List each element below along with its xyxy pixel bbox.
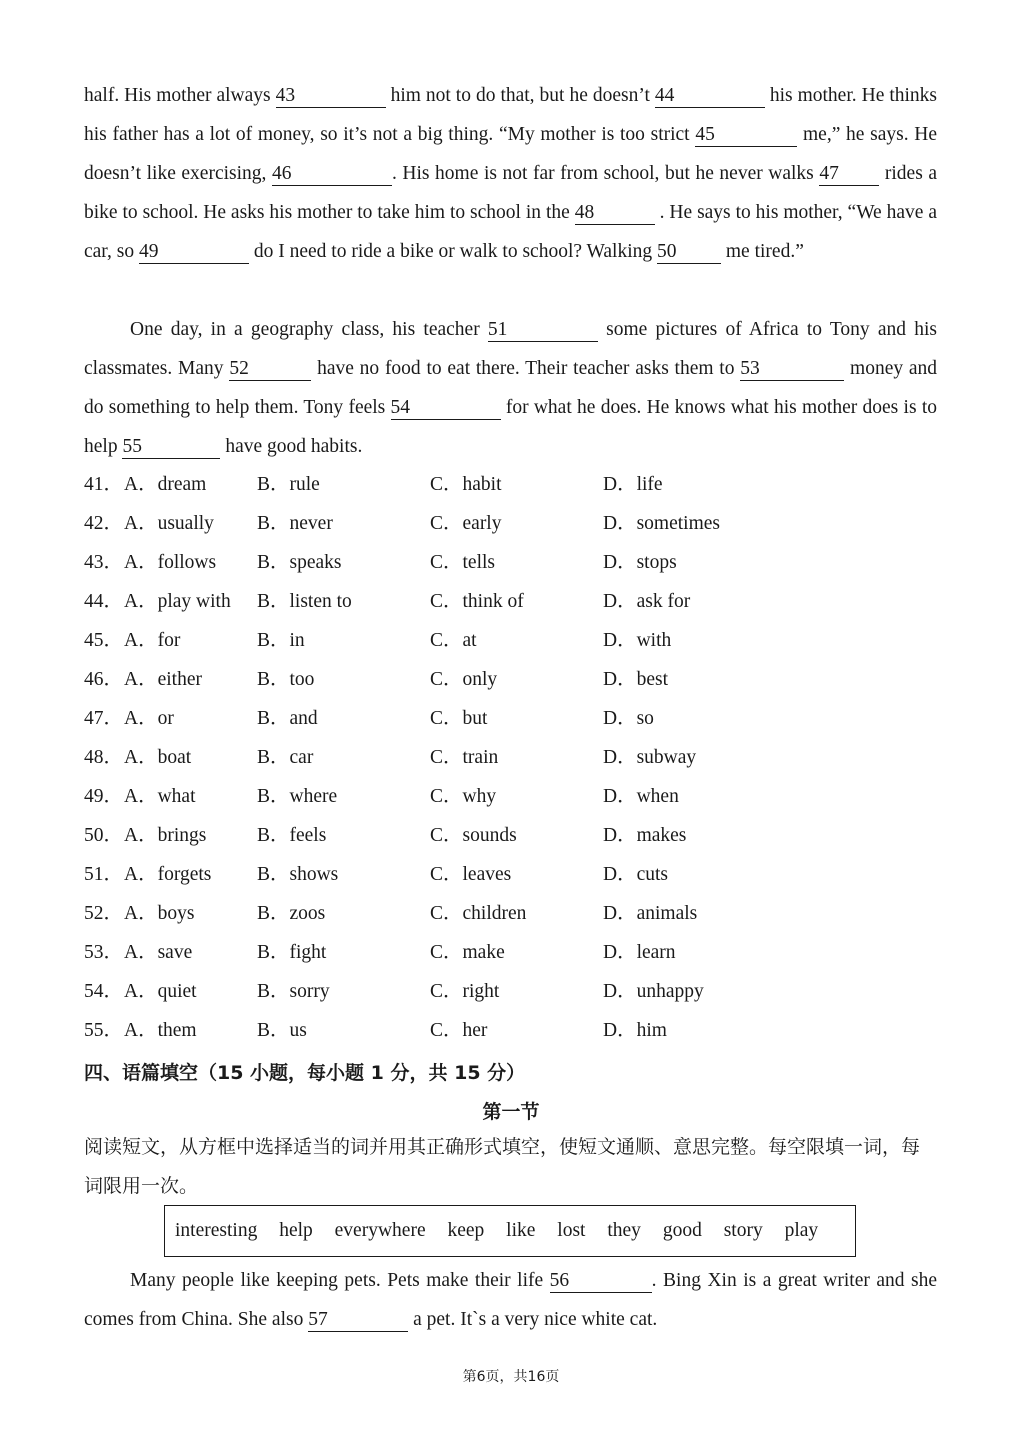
question-45 — [84, 621, 944, 660]
question-50 — [84, 816, 944, 855]
option-a: A．them — [124, 1020, 197, 1041]
passage-paragraph-2 — [84, 310, 937, 466]
option-c: C．right — [430, 981, 500, 1002]
word-bank-item: like — [506, 1220, 536, 1241]
blank-55: 55 — [122, 436, 220, 459]
option-b: B．in — [257, 630, 305, 651]
word-bank-item: good — [662, 1220, 702, 1241]
option-c: C．early — [430, 513, 502, 534]
question-52 — [84, 894, 944, 933]
blank-54: 54 — [391, 397, 501, 420]
passage-text: Many people like keeping pets. Pets make their life — [130, 1270, 544, 1291]
section4-passage — [84, 1261, 937, 1339]
option-a: A．play with — [124, 591, 231, 612]
blank-43: 43 — [276, 85, 386, 108]
question-43 — [84, 543, 944, 582]
passage-text: . He says to his mother, “We have a car, so — [84, 202, 938, 262]
word-bank-item: play — [784, 1220, 819, 1241]
option-d: D．animals — [603, 903, 698, 924]
option-c: C．only — [430, 669, 498, 690]
option-a: A．what — [124, 786, 196, 807]
option-d: D．ask for — [603, 591, 691, 612]
question-number: 43． — [84, 552, 124, 573]
word-bank-item: keep — [447, 1220, 485, 1241]
option-d: D．so — [603, 708, 654, 729]
option-b: B．feels — [257, 825, 327, 846]
option-c: C．children — [430, 903, 527, 924]
question-number: 46． — [84, 669, 124, 690]
question-42 — [84, 504, 944, 543]
option-d: D．best — [603, 669, 668, 690]
option-d: D．with — [603, 630, 672, 651]
option-d: D．unhappy — [603, 981, 704, 1002]
option-d: D．life — [603, 474, 663, 495]
option-c: C．at — [430, 630, 477, 651]
question-number: 52． — [84, 903, 124, 924]
passage-text: do I need to ride a bike or walk to school? Walking — [253, 241, 653, 262]
word-bank-item: everywhere — [334, 1220, 426, 1241]
passage-text: a pet. It`s a very nice white cat. — [413, 1309, 658, 1330]
question-number: 45． — [84, 630, 124, 651]
question-number: 49． — [84, 786, 124, 807]
blank-50: 50 — [657, 241, 721, 264]
passage-text: rides a bike to school. He asks his mother to take him to school in the — [84, 163, 938, 223]
option-c: C．why — [430, 786, 497, 807]
blank-46: 46 — [272, 163, 392, 186]
question-54 — [84, 972, 944, 1011]
option-a: A．either — [124, 669, 202, 690]
word-bank-item: story — [723, 1220, 763, 1241]
option-a: A．follows — [124, 552, 217, 573]
option-a: A．quiet — [124, 981, 197, 1002]
question-number: 50． — [84, 825, 124, 846]
option-a: A．for — [124, 630, 181, 651]
blank-52: 52 — [229, 358, 311, 381]
option-a: A．brings — [124, 825, 207, 846]
option-b: B．zoos — [257, 903, 326, 924]
question-number: 42． — [84, 513, 124, 534]
question-51 — [84, 855, 944, 894]
word-bank — [164, 1205, 856, 1257]
option-a: A．forgets — [124, 864, 212, 885]
passage-text: have good habits. — [225, 436, 363, 457]
passage-text: for what he does. He knows what his mother does is to help — [84, 397, 937, 457]
option-a: A．dream — [124, 474, 207, 495]
option-b: B．speaks — [257, 552, 342, 573]
option-a: A．boat — [124, 747, 192, 768]
option-c: C．make — [430, 942, 505, 963]
option-a: A．or — [124, 708, 174, 729]
question-46 — [84, 660, 944, 699]
question-number: 48． — [84, 747, 124, 768]
question-41 — [84, 465, 944, 504]
passage-text: me,” he says. He doesn’t like exercising, — [84, 124, 938, 184]
option-c: C．think of — [430, 591, 524, 612]
blank-44: 44 — [655, 85, 765, 108]
option-c: C．sounds — [430, 825, 517, 846]
passage-text: some pictures of Africa to Tony and his classmates. Many — [84, 319, 937, 379]
question-55 — [84, 1011, 944, 1050]
question-number: 44． — [84, 591, 124, 612]
option-b: B．sorry — [257, 981, 330, 1002]
option-c: C．but — [430, 708, 488, 729]
option-d: D．him — [603, 1020, 667, 1041]
blank-57: 57 — [308, 1309, 408, 1332]
blank-48: 48 — [575, 202, 655, 225]
passage-text: him not to do that, but he doesn’t — [390, 85, 650, 106]
option-a: A．save — [124, 942, 193, 963]
passage-text: . Bing Xin is a great writer and she comes from China. She also — [84, 1270, 938, 1330]
word-bank-item: interesting — [175, 1220, 258, 1241]
question-number: 47． — [84, 708, 124, 729]
blank-53: 53 — [740, 358, 844, 381]
option-b: B．us — [257, 1020, 307, 1041]
question-48 — [84, 738, 944, 777]
question-53 — [84, 933, 944, 972]
option-d: D．subway — [603, 747, 697, 768]
blank-51: 51 — [488, 319, 598, 342]
question-47 — [84, 699, 944, 738]
passage-text: One day, in a geography class, his teacher — [130, 319, 480, 340]
passage-paragraph-1 — [84, 76, 937, 271]
option-c: C．habit — [430, 474, 502, 495]
question-number: 51． — [84, 864, 124, 885]
blank-45: 45 — [695, 124, 797, 147]
option-d: D．cuts — [603, 864, 668, 885]
word-bank-item: they — [607, 1220, 641, 1241]
question-44 — [84, 582, 944, 621]
instructions: 阅读短文，从方框中选择适当的词并用其正确形式填空，使短文通顺、意思完整。每空限填一词，每词限用一次。 — [84, 1136, 921, 1197]
passage-text: money and do something to help them. Tony feels — [84, 358, 938, 418]
word-bank-item: lost — [557, 1220, 586, 1241]
option-b: B．fight — [257, 942, 327, 963]
word-bank-item: help — [279, 1220, 313, 1241]
passage-text: me tired.” — [725, 241, 804, 262]
option-d: D．stops — [603, 552, 677, 573]
question-number: 53． — [84, 942, 124, 963]
option-d: D．when — [603, 786, 679, 807]
section-subtitle: 第一节 — [482, 1101, 540, 1123]
question-number: 55． — [84, 1020, 124, 1041]
passage-text: half. His mother always — [84, 85, 271, 106]
option-b: B．rule — [257, 474, 320, 495]
option-d: D．sometimes — [603, 513, 720, 534]
passage-text: have no food to eat there. Their teacher asks them to — [317, 358, 735, 379]
option-a: A．boys — [124, 903, 195, 924]
option-c: C．her — [430, 1020, 488, 1041]
question-number: 41． — [84, 474, 124, 495]
option-d: D．makes — [603, 825, 687, 846]
passage-text: . His home is not far from school, but he never walks — [391, 163, 814, 184]
option-b: B．shows — [257, 864, 339, 885]
option-b: B．and — [257, 708, 318, 729]
passage-text: his mother. He thinks his father has a lot of money, so it’s not a big thing. “My mother is too strict — [84, 85, 938, 145]
option-b: B．listen to — [257, 591, 352, 612]
blank-49: 49 — [139, 241, 249, 264]
question-number: 54． — [84, 981, 124, 1002]
option-c: C．leaves — [430, 864, 512, 885]
option-d: D．learn — [603, 942, 676, 963]
option-b: B．never — [257, 513, 333, 534]
option-c: C．train — [430, 747, 499, 768]
option-c: C．tells — [430, 552, 496, 573]
question-49 — [84, 777, 944, 816]
option-b: B．too — [257, 669, 315, 690]
page-footer: 第6页，共16页 — [462, 1369, 560, 1385]
section-heading: 四、语篇填空（15 小题，每小题 1 分，共 15 分） — [84, 1062, 526, 1084]
option-b: B．where — [257, 786, 338, 807]
option-a: A．usually — [124, 513, 214, 534]
option-b: B．car — [257, 747, 314, 768]
blank-56: 56 — [550, 1270, 652, 1293]
blank-47: 47 — [819, 163, 879, 186]
